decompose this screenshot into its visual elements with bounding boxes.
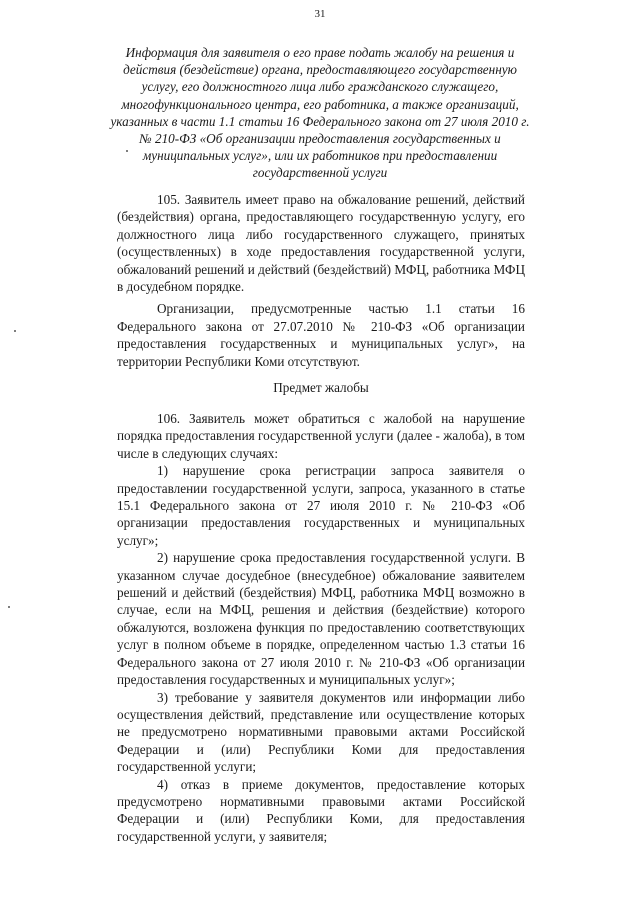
list-item-1: 1) нарушение срока регистрации запроса заявителя о предоставлении государственной услуги, запроса, указанного в статье 15.1 Федерального закона от 27 июля 2010 г. № 210-ФЗ «Об организации предоставления государственных и муниципальных услуг»; [117, 463, 525, 548]
list-item-4: 4) отказ в приеме документов, предоставление которых предусмотрено нормативными правовыми актами Российской Федерации и (или) Республики Коми, для предоставления государственной услуги, у заявителя; [117, 776, 525, 844]
paragraph-organizations: Организации, предусмотренные частью 1.1 статьи 16 Федерального закона от 27.07.2010 № 210-ФЗ «Об организации предоставления государственных и муниципальных услуг», на территории Республики Коми отсутствуют. [117, 301, 525, 369]
paragraph-105-block [117, 191, 525, 370]
subject-title: Предмет жалобы [273, 380, 369, 395]
paragraph-106-block [117, 410, 525, 845]
list-item-3: 3) требование у заявителя документов или информации либо осуществления действий, представление или осуществление которых не предусмотрено нормативными правовыми актами Российской Федерации и (или) Республики Коми для предоставления государственной услуги; [117, 689, 525, 775]
paragraph-105: 105. Заявитель имеет право на обжалование решений, действий (бездействия) органа, предоставляющего государственную услугу, его должностного лица либо государственного служащего, принятых (осуществленных) в ходе предоставления государственной услуги, обжалований решений и действий (бездействий) МФЦ, работника МФЦ в досудебном порядке. [117, 192, 525, 295]
scan-speck [14, 330, 16, 332]
scan-speck [8, 606, 10, 608]
paragraph-106: 106. Заявитель может обратиться с жалобой на нарушение порядка предоставления государственной услуги (далее - жалоба), в том числе в следующих случаях: [117, 411, 525, 461]
section-heading: Информация для заявителя о его праве подать жалобу на решения и действия (бездействие) органа, предоставляющего государственную услугу, его должностного лица либо гражданского служащего, многофункционального центра, его работника, а также организаций, указанных в части 1.1 статьи 16 Федерального закона от 27 июля 2010 г. № 210-ФЗ «Об организации предоставления государственных и муниципальных услуг», или их работников при предоставлении государственной услуги [110, 45, 530, 181]
scan-speck [126, 150, 128, 152]
subject-title-block [117, 379, 525, 396]
page-number: 31 [314, 8, 326, 20]
list-item-2: 2) нарушение срока предоставления государственной услуги. В указанном случае досудебное (внесудебное) обжалование заявителем решений и действий (бездействия) МФЦ, работника МФЦ возможно в случае, если на МФЦ, решения и действия (бездействие) которого обжалуются, возложена функция по предоставлению соответствующих услуг в полном объеме в порядке, определенном частью 1.3 статьи 16 Федерального закона от 27 июля 2010 г. № 210-ФЗ «Об организации предоставления государственных и муниципальных услуг»; [117, 550, 525, 688]
